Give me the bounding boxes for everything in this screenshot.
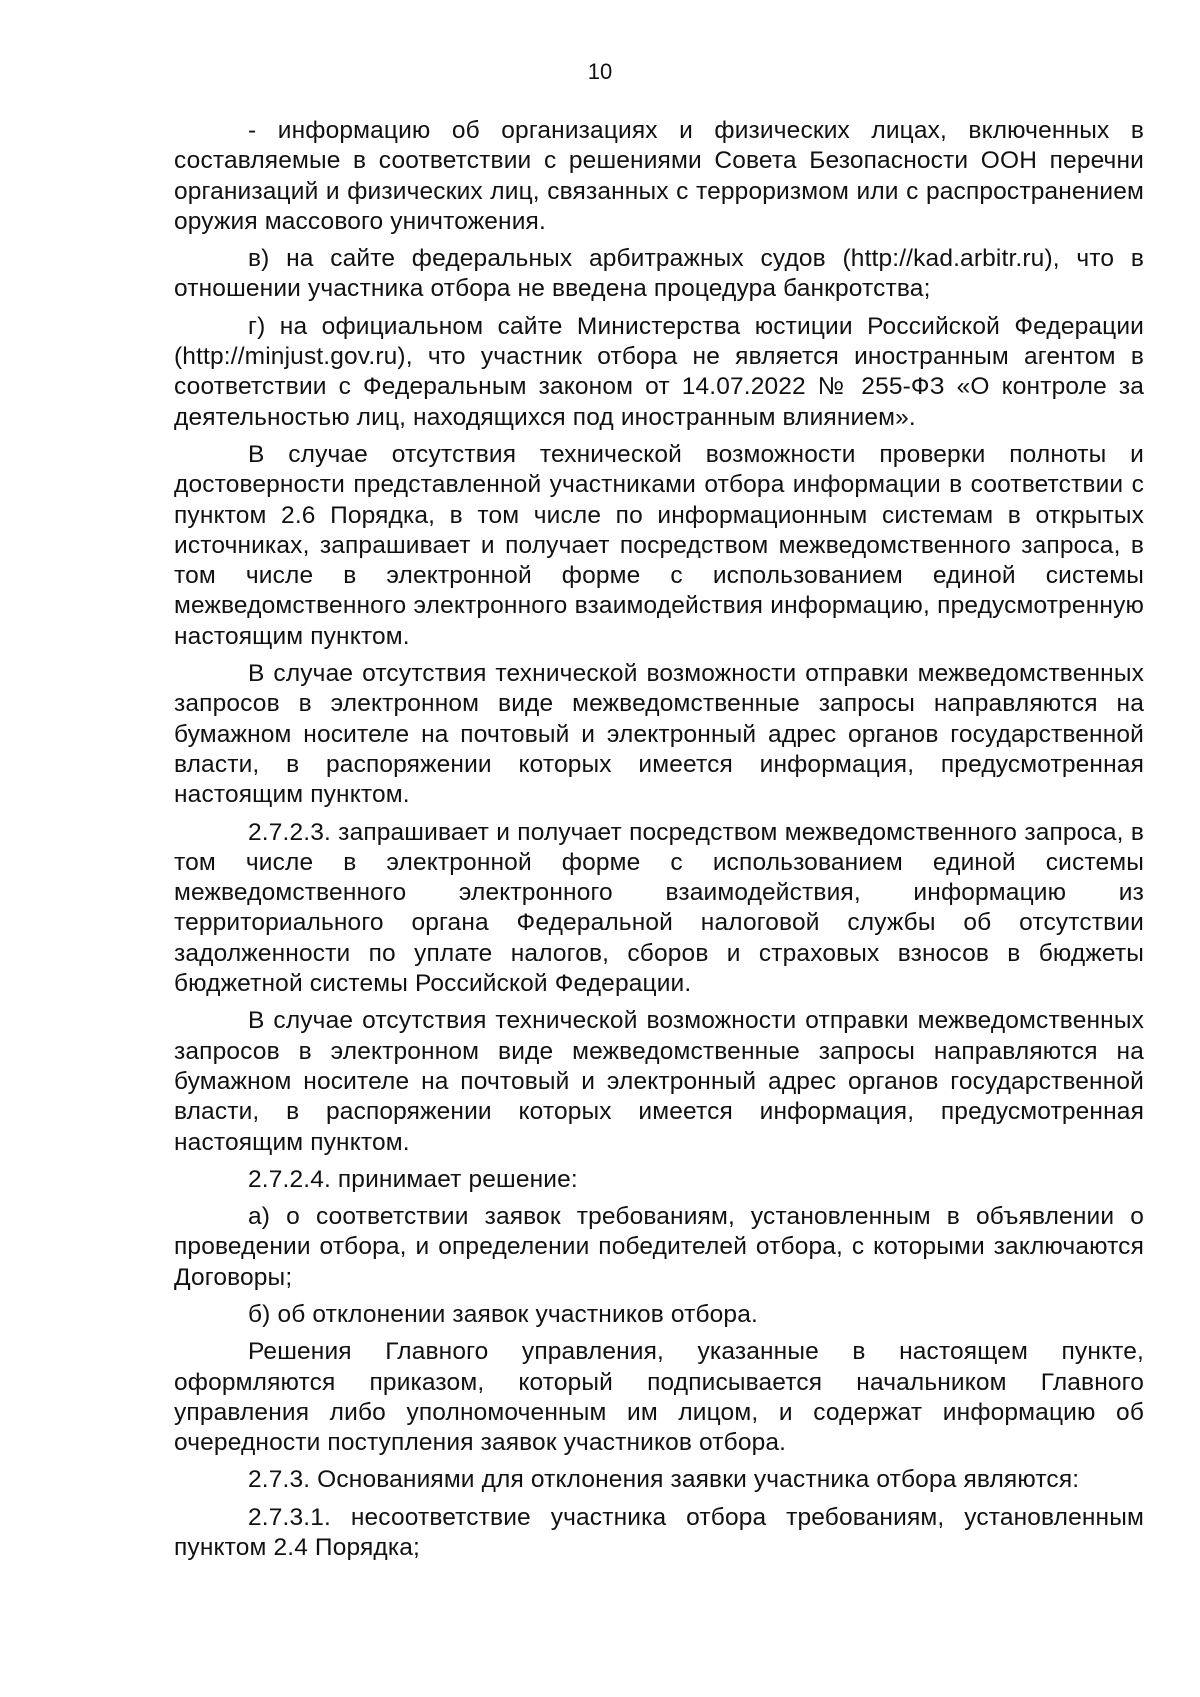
paragraph-paper-requests: В случае отсутствия технической возможности отправки межведомственных запросов в электронном виде межведомственные запросы направляются на бумажном носителе на почтовый и электронный адрес органов государственной власти, в распоряжении которых имеется информация, предусмотренная настоящим пунктом.	[174, 660, 1144, 809]
paragraph-justice-ministry-check: г) на официальном сайте Министерства юстиции Российской Федерации (http://minjust.gov.ru), что участник отбора не является иностранным агентом в соответствии с Федеральным законом от 14.07.2022 № 255-ФЗ «О контроле за деятельностью лиц, находящихся под иностранным влиянием».	[174, 312, 1144, 431]
paragraph-2-7-3-1: 2.7.3.1. несоответствие участника отбора требованиям, установленным пунктом 2.4 Порядка;	[174, 1503, 1144, 1562]
document-body	[174, 116, 1144, 1570]
paragraph-2-7-2-4: 2.7.2.4. принимает решение:	[248, 1165, 578, 1193]
paragraph-decisions-order: Решения Главного управления, указанные в настоящем пункте, оформляются приказом, который подписывается начальником Главного управления либо уполномоченным им лицом, и содержат информацию об очередности поступления заявок участников отбора.	[174, 1338, 1144, 1457]
paragraph-2-7-2-3: 2.7.2.3. запрашивает и получает посредством межведомственного запроса, в том числе в электронной форме с использованием единой системы межведомственного электронного взаимодействия, информацию из территориального органа Федеральной налоговой службы об отсутствии задолженности по уплате налогов, сборов и страховых взносов в бюджеты бюджетной системы Российской Федерации.	[174, 818, 1144, 998]
page-number: 10	[587, 59, 613, 84]
paragraph-sanctions-list: - информацию об организациях и физических лицах, включенных в составляемые в соответствии с решениями Совета Безопасности ООН перечни организаций и физических лиц, связанных с терроризмом или с распространением оружия массового уничтожения.	[174, 117, 1144, 235]
paragraph-decision-a: а) о соответствии заявок требованиям, установленным в объявлении о проведении отбора, и определении победителей отбора, с которыми заключаются Договоры;	[174, 1203, 1144, 1291]
paragraph-decision-b: б) об отклонении заявок участников отбора.	[248, 1300, 758, 1328]
paragraph-interagency-request: В случае отсутствия технической возможности проверки полноты и достоверности представленной участниками отбора информации в соответствии с пунктом 2.6 Порядка, в том числе по информационным системам в открытых источниках, запрашивает и получает посредством межведомственного запроса, в том числе в электронной форме с использованием единой системы межведомственного электронного взаимодействия информацию, предусмотренную настоящим пунктом.	[174, 440, 1144, 650]
paragraph-arbitration-check: в) на сайте федеральных арбитражных судов (http://kad.arbitr.ru), что в отношении участника отбора не введена процедура банкротства;	[174, 245, 1144, 303]
paragraph-2-7-3: 2.7.3. Основаниями для отклонения заявки участника отбора являются:	[248, 1466, 1080, 1494]
paragraph-paper-requests-repeat: В случае отсутствия технической возможности отправки межведомственных запросов в электронном виде межведомственные запросы направляются на бумажном носителе на почтовый и электронный адрес органов государственной власти, в распоряжении которых имеется информация, предусмотренная настоящим пунктом.	[174, 1007, 1144, 1156]
